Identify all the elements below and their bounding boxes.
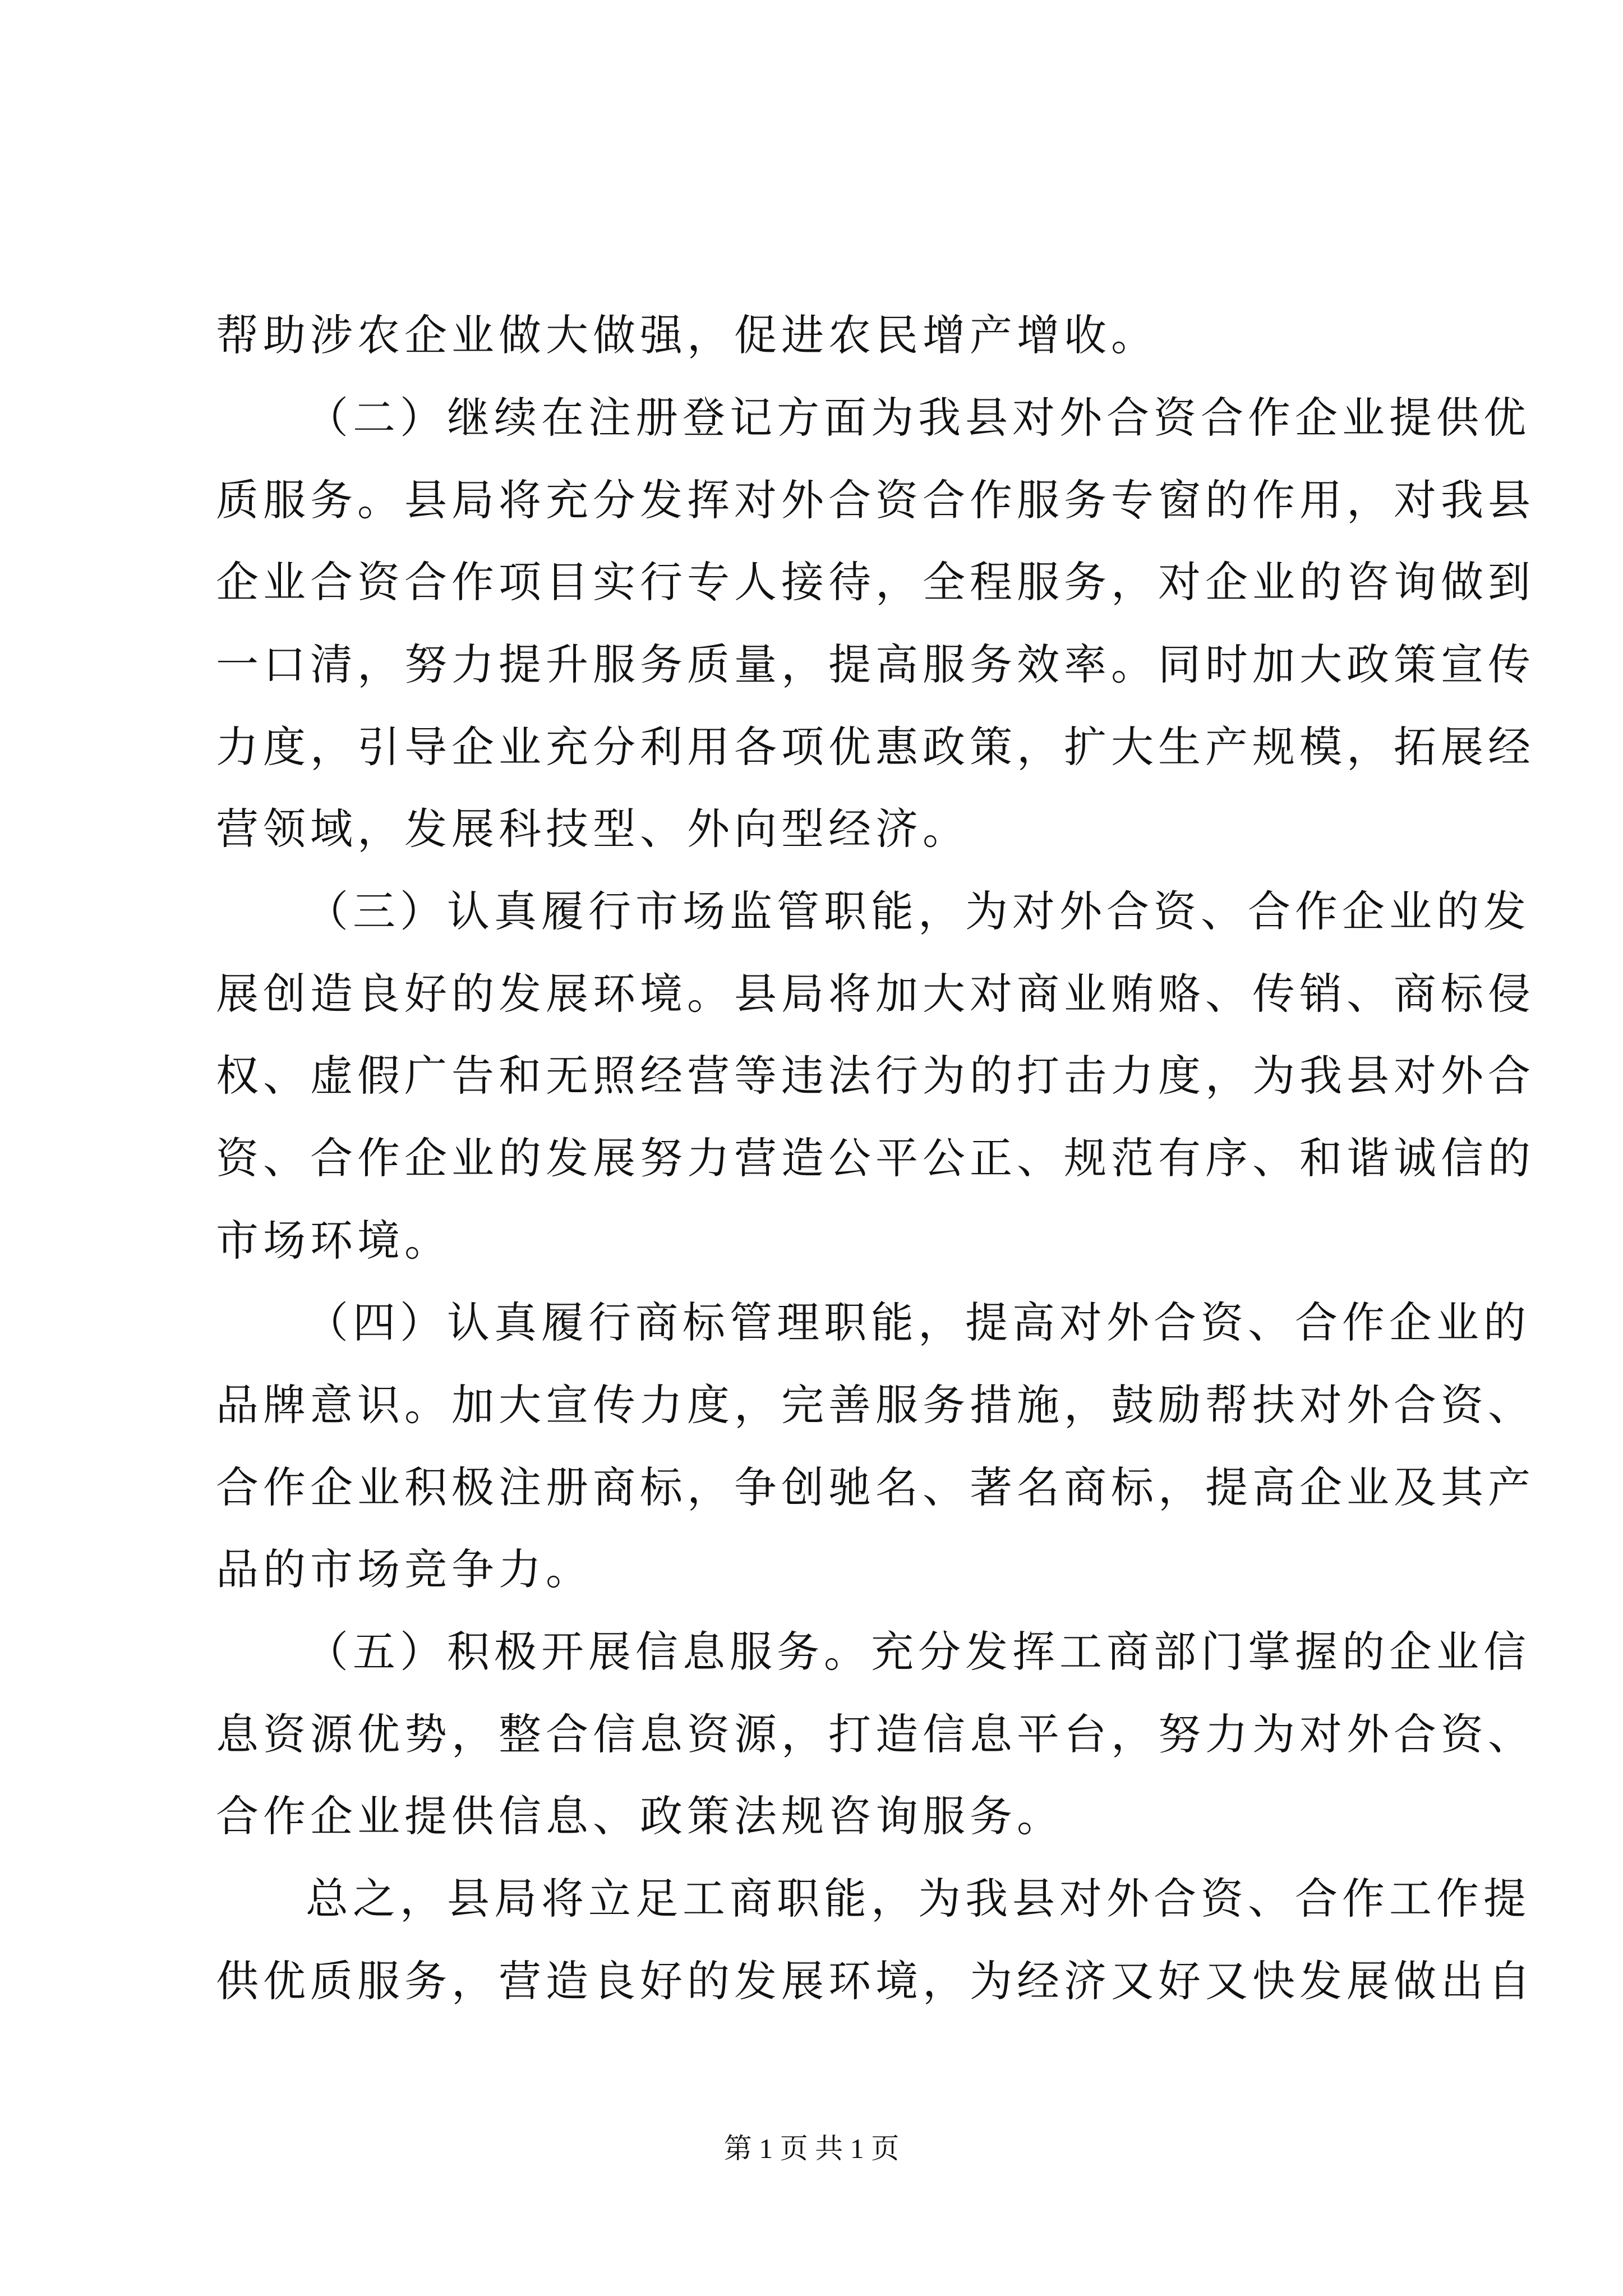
text-line: 企业合资合作项目实行专人接待，全程服务，对企业的咨询做到 xyxy=(216,557,1535,607)
text-line: 息资源优势，整合信息资源，打造信息平台，努力为对外合资、 xyxy=(216,1709,1535,1759)
text-line: 营领域，发展科技型、外向型经济。 xyxy=(216,804,970,854)
text-line: 总之，县局将立足工商职能，为我县对外合资、合作工作提 xyxy=(306,1874,1530,1924)
text-line: （五）积极开展信息服务。充分发挥工商部门掌握的企业信 xyxy=(306,1627,1530,1677)
text-line: 市场环境。 xyxy=(216,1216,451,1266)
text-line: 力度，引导企业充分利用各项优惠政策，扩大生产规模，拓展经 xyxy=(216,722,1535,772)
text-line: 合作企业积极注册商标，争创驰名、著名商标，提高企业及其产 xyxy=(216,1462,1535,1512)
text-line: （二）继续在注册登记方面为我县对外合资合作企业提供优 xyxy=(306,393,1530,443)
text-line: 品的市场竞争力。 xyxy=(216,1544,593,1594)
text-line: 品牌意识。加大宣传力度，完善服务措施，鼓励帮扶对外合资、 xyxy=(216,1380,1535,1430)
text-line: 一口清，努力提升服务质量，提高服务效率。同时加大政策宣传 xyxy=(216,639,1535,689)
text-line: 展创造良好的发展环境。县局将加大对商业贿赂、传销、商标侵 xyxy=(216,969,1535,1019)
text-line: 质服务。县局将充分发挥对外合资合作服务专窗的作用，对我县 xyxy=(216,475,1535,525)
text-line: 资、合作企业的发展努力营造公平公正、规范有序、和谐诚信的 xyxy=(216,1133,1535,1183)
text-line: 合作企业提供信息、政策法规咨询服务。 xyxy=(216,1791,1064,1841)
page-number-footer: 第 1 页 共 1 页 xyxy=(723,2133,900,2164)
text-line: 供优质服务，营造良好的发展环境，为经济又好又快发展做出自 xyxy=(216,1956,1535,2006)
text-line: （三）认真履行市场监管职能，为对外合资、合作企业的发 xyxy=(306,886,1530,936)
text-line: （四）认真履行商标管理职能，提高对外合资、合作企业的 xyxy=(306,1297,1530,1347)
text-line: 帮助涉农企业做大做强，促进农民增产增收。 xyxy=(216,310,1158,360)
text-line: 权、虚假广告和无照经营等违法行为的打击力度，为我县对外合 xyxy=(216,1051,1535,1101)
